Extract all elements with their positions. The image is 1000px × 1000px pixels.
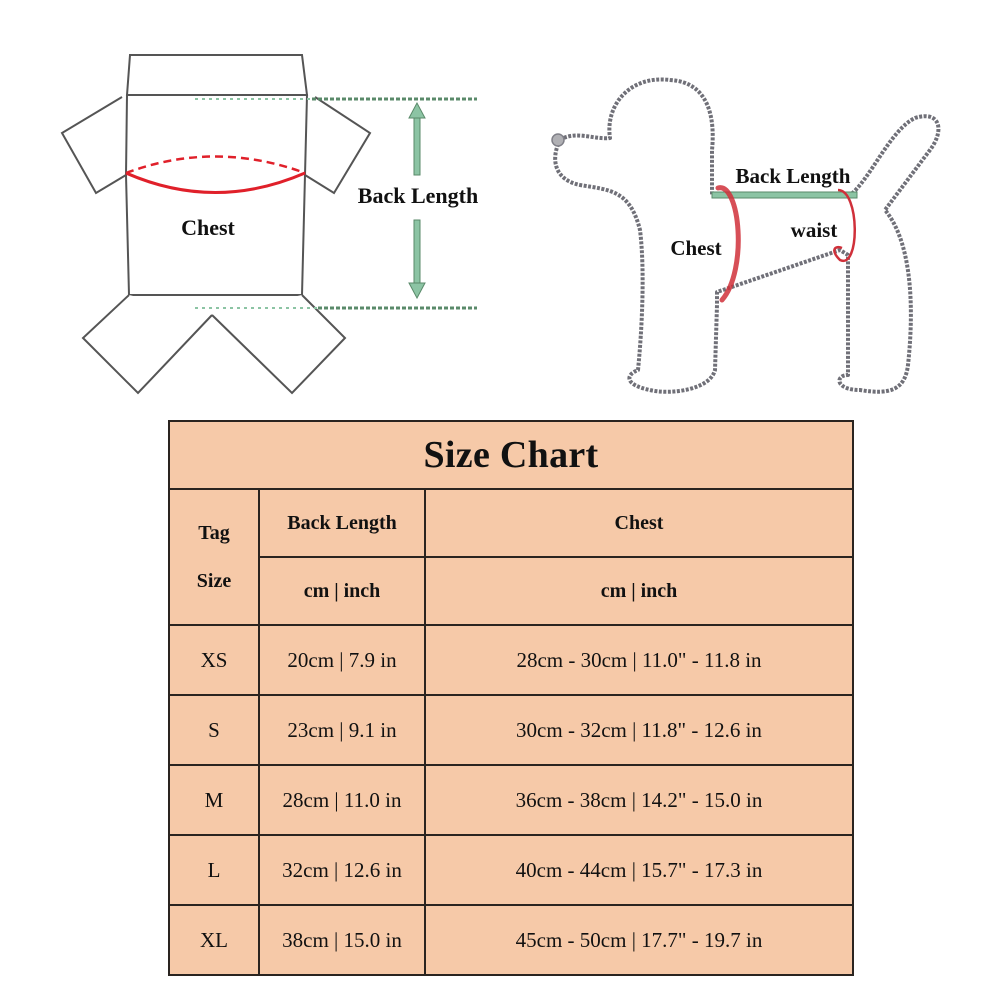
size-cell: XL	[169, 905, 259, 975]
dog-measurement-diagram	[530, 70, 960, 410]
chest-cell: 45cm - 50cm | 17.7" - 19.7 in	[425, 905, 853, 975]
size-chart-table	[168, 420, 854, 976]
back-length-header: Back Length	[259, 489, 425, 557]
size-cell: L	[169, 835, 259, 905]
size-chart-title: Size Chart	[169, 421, 853, 489]
table-row	[169, 835, 853, 905]
back-length-cell: 28cm | 11.0 in	[259, 765, 425, 835]
tag-size-header-line1: Tag	[198, 522, 230, 544]
dog-nose-icon	[552, 134, 564, 146]
back-length-units-header: cm | inch	[259, 557, 425, 625]
table-row	[169, 625, 853, 695]
back-length-cell: 32cm | 12.6 in	[259, 835, 425, 905]
size-cell: M	[169, 765, 259, 835]
dog-chest-label: Chest	[670, 236, 722, 260]
back-length-cell: 38cm | 15.0 in	[259, 905, 425, 975]
dog-back-length-label: Back Length	[735, 164, 851, 188]
size-cell: S	[169, 695, 259, 765]
table-row	[169, 765, 853, 835]
dog-outline	[555, 79, 938, 391]
chest-cell: 36cm - 38cm | 14.2" - 15.0 in	[425, 765, 853, 835]
tag-size-header-line2: Size	[196, 570, 232, 592]
size-cell: XS	[169, 625, 259, 695]
shirt-measurement-diagram	[40, 40, 500, 400]
chest-units-header: cm | inch	[425, 557, 853, 625]
table-row	[169, 695, 853, 765]
chest-header: Chest	[425, 489, 853, 557]
shirt-chest-label: Chest	[181, 215, 235, 240]
table-row	[169, 905, 853, 975]
chest-cell: 28cm - 30cm | 11.0" - 11.8 in	[425, 625, 853, 695]
back-length-cell: 23cm | 9.1 in	[259, 695, 425, 765]
shirt-back-length-label: Back Length	[357, 183, 479, 208]
chest-cell: 40cm - 44cm | 15.7" - 17.3 in	[425, 835, 853, 905]
dog-waist-label: waist	[790, 218, 838, 242]
back-length-cell: 20cm | 7.9 in	[259, 625, 425, 695]
tag-size-header	[169, 489, 259, 625]
chest-cell: 30cm - 32cm | 11.8" - 12.6 in	[425, 695, 853, 765]
